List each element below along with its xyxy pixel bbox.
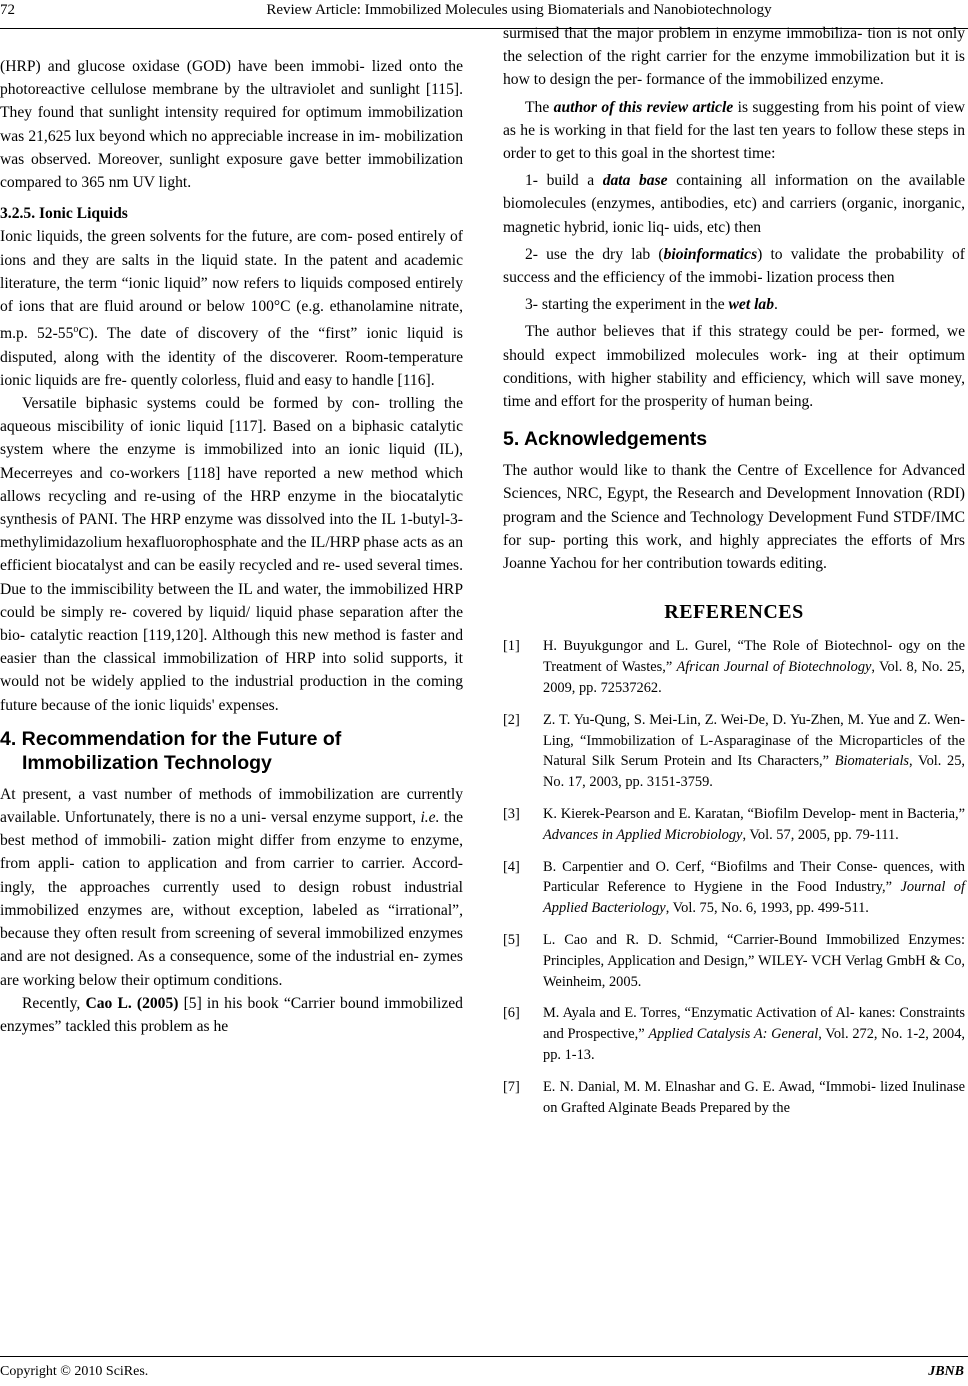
reference-number: [5] [503, 932, 520, 949]
journal-abbrev: JBNB [928, 1364, 964, 1379]
paragraph: Versatile biphasic systems could be formed by con- trolling the aqueous miscibility of ionic liquid [117]. Based on a biphasic catalytic system where the enzyme is immobilized into an ionic liquid (IL), Mecerreyes and co-workers [118] have reported a new method which allows recycling and re-using of the HRP enzyme in the biocatalytic synthesis of PANI. The HRP enzyme was dissolved into the IL 1-butyl-3-methylimidazolium hexafluorophosphate and the IL/HRP phase acts as an efficient biocatalyst and can be easily recycled and re- used several times. Due to the immiscibility between the IL and water, the immobilized HRP could be simply re- covered by liquid/ liquid phase separation after the bio- catalytic reaction [119,120]. Although this new method is faster and easier than the classical immobilization of HRP into solid supports, it would not be widely applied to the industrial production in the coming future because of the ionic liquids' expenses. [0, 395, 463, 714]
italic-text: i.e. [420, 809, 440, 827]
reference-text [543, 930, 965, 992]
text-run: Z. T. Yu-Qung, S. Mei-Lin, Z. Wei-De, D. Yu-Zhen, M. Yue and Z. Wen-Ling, “Immobilization of L-Asparaginase of the Microparticles of the Natural Silk Serum Protein and Its Characters,” [543, 711, 965, 770]
text-run: 3- starting the experiment in the [525, 296, 729, 314]
journal-name: Biomaterials [834, 753, 910, 770]
journal-name: Applied Catalysis A: General [648, 1026, 819, 1043]
reference-item [503, 857, 965, 919]
reference-number: [7] [503, 1078, 520, 1095]
text-run: Ionic liquids, the green solvents for the future, are com- posed entirely of ions and they are salts in the liquid state. In the patent and academic literature, the term “ionic liquid” now refers to liquids composed entirely of ions that are fluid around or below 100°C (e.g. ethanolamine nitrate, m.p. 52-55 [0, 228, 463, 343]
text-run: , Vol. 272, No. 1-2, 2004, pp. 1-13. [543, 1026, 965, 1064]
text-run: M. Ayala and E. Torres, “Enzymatic Activation of Al- kanes: Constraints and Prospective,” [543, 1005, 965, 1043]
text-run: the best method of immobili- zation might differ from enzyme to enzyme, from appli- cation to application and from carrier to carrier. Accord- ingly, the approaches currently used to design robust industrial immobilized enzymes are, without exception, labeled as “irrational”, because they often result from screening of several immobilized enzymes and are not designed. As a consequence, some of the industrial en- zymes are working below their optimum conditions. [0, 809, 463, 989]
journal-name: Journal of Applied Bacteriology [543, 879, 966, 917]
text-run: Recently, [22, 994, 86, 1012]
text-run: , Vol. 25, No. 17, 2003, pp. 3151-3759. [543, 753, 965, 791]
reference-item [503, 1003, 965, 1065]
bold-italic-text: wet lab [728, 296, 775, 314]
section-heading-line: 4. Recommendation for the Future of [0, 727, 342, 750]
bold-italic-text: bioinformatics [663, 245, 758, 263]
section-heading: 5. Acknowledgements [503, 428, 708, 451]
page-footer [0, 1356, 968, 1379]
reference-text [543, 636, 965, 698]
page-number: 72 [0, 2, 15, 18]
reference-number: [2] [503, 711, 520, 728]
footer-rule [0, 1356, 968, 1357]
text-run: B. Carpentier and O. Cerf, “Biofilms and Their Conse- quences, with Particular Reference to Hygiene in the Food Industry,” [543, 858, 965, 896]
reference-list [503, 636, 965, 1118]
text-run: , Vol. 75, No. 6, 1993, pp. 499-511. [665, 900, 869, 917]
reference-item [503, 636, 965, 698]
reference-number: [3] [503, 806, 520, 823]
step-item [503, 169, 965, 239]
paragraph: The author believes that if this strategy could be per- formed, we should expect immobilized molecules work- ing at their optimum conditions, with higher stability and efficiency, which will save money, time and effort for the prosperity of human being. [503, 323, 965, 411]
reference-number: [6] [503, 1005, 520, 1022]
paragraph [0, 992, 463, 1038]
paragraph: The author would like to thank the Centre of Excellence for Advanced Sciences, NRC, Egypt, the Research and Development Innovation (RDI) program and the Science and Technology Development Fund STDF/IMC for sup- porting this work, and highly appreciates the efforts of Mrs Joanne Yachou for her contribution towards editing. [503, 462, 965, 573]
text-run: At present, a vast number of methods of immobilization are currently available. Unfortunately, there is no a uni- versal enzyme support, [0, 785, 463, 827]
text-run: The [525, 98, 554, 116]
section-heading-line: Immobilization Technology [22, 751, 272, 774]
reference-text [543, 1077, 965, 1119]
text-run: is suggesting from his point of view as he is working in that field for the last ten years to follow these steps in order to get to this goal in the shortest time: [503, 98, 965, 163]
reference-item [503, 930, 965, 992]
text-run: H. Buyukgungor and L. Gurel, “The Role of Biotechnol- ogy on the Treatment of Wastes,” [543, 638, 965, 676]
paragraph: surmised that the major problem in enzyme immobiliza- tion is not only the selection of the right carrier for the enzyme immobilization but it is how to design the per- formance of the immobilized enzyme. [503, 25, 965, 89]
running-title: Review Article: Immobilized Molecules using Biomaterials and Nanobiotechnology [266, 2, 772, 18]
right-column [503, 25, 966, 1129]
text-run: K. Kierek-Pearson and E. Karatan, “Biofilm Develop- ment in Bacteria,” [543, 806, 965, 823]
text-run: . [774, 296, 778, 314]
bold-text: Cao L. (2005) [85, 994, 179, 1012]
copyright: Copyright © 2010 SciRes. [0, 1364, 149, 1379]
step-item [503, 293, 965, 316]
reference-number: [4] [503, 858, 520, 875]
superscript: o [73, 324, 79, 336]
bold-italic-text: data base [602, 172, 668, 190]
reference-text [543, 804, 965, 846]
text-run: containing all information on the available biomolecules (enzymes, antibodies, etc) and carriers (organic, inorganic, magnetic hybrid, ionic liq- uids, etc) then [503, 172, 965, 236]
reference-item [503, 710, 965, 793]
step-item [503, 243, 965, 289]
reference-item [503, 804, 965, 846]
text-run: L. Cao and R. D. Schmid, “Carrier-Bound Immobilized Enzymes: Principles, Application and Design,” WILEY- VCH Verlag GmbH & Co, Weinheim, 2005. [543, 932, 965, 990]
text-run: , Vol. 8, No. 25, 2009, pp. 72537262. [543, 659, 966, 697]
bold-italic-text: author of this review article [553, 98, 734, 116]
reference-text [543, 710, 965, 793]
text-run: ) to validate the probability of success and the efficiency of the immobi- lization process then [503, 245, 965, 287]
reference-item [503, 1077, 965, 1119]
reference-text [543, 1003, 965, 1065]
section-heading [0, 727, 463, 775]
paragraph [0, 225, 463, 392]
journal-name: Advances in Applied Microbiology [543, 826, 743, 843]
paragraph [0, 783, 463, 992]
text-run: [5] in his book “Carrier bound immobilized enzymes” tackled this problem as he [0, 994, 463, 1035]
reference-text [543, 857, 965, 919]
text-run: 2- use the dry lab ( [525, 245, 664, 263]
references-heading: REFERENCES [664, 601, 804, 624]
subsection-heading: 3.2.5. Ionic Liquids [0, 205, 128, 223]
paragraph [503, 96, 965, 166]
text-run: C). The date of discovery of the “first” ionic liquid is disputed, along with the identity of the discoverer. Room-temperature ionic liquids are fre- quently colorless, fluid and easy to handle [116]. [0, 325, 463, 389]
left-column [0, 55, 463, 1038]
journal-name: African Journal of Biotechnology [676, 659, 872, 676]
text-run: E. N. Danial, M. M. Elnashar and G. E. Awad, “Immobi- lized Inulinase on Grafted Alginate Beads Prepared by the [543, 1078, 965, 1116]
text-run: 1- build a [525, 172, 603, 190]
text-run: , Vol. 57, 2005, pp. 79-111. [742, 826, 899, 843]
paragraph: (HRP) and glucose oxidase (GOD) have been immobi- lized onto the photoreactive cellulose membrane by the ultraviolet and sunlight [115]. They found that sunlight intensity required for optimum immobilization was 21,625 lux beyond which no appreciable increase in im- mobilization was observed. Moreover, sunlight exposure gave better immobilization compared to 365 nm UV light. [0, 58, 463, 192]
reference-number: [1] [503, 638, 520, 655]
